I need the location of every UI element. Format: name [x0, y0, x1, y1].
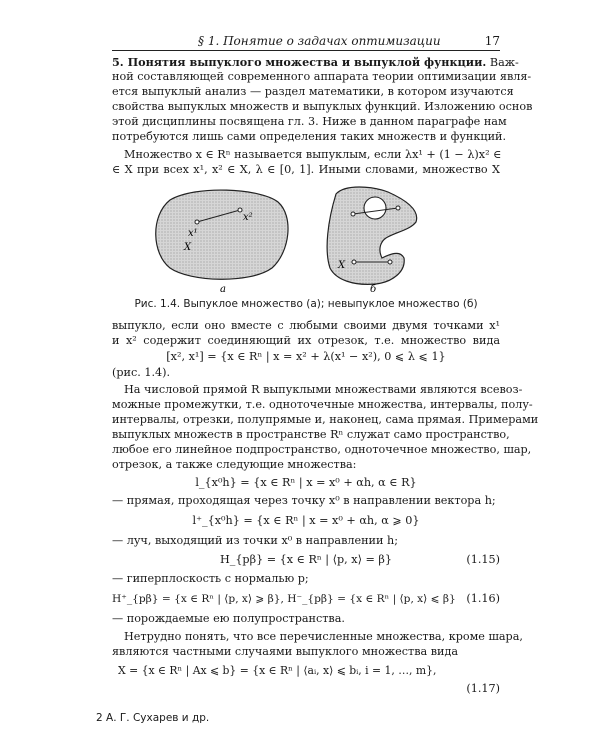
equation-number-1-17: (1.17) — [466, 682, 500, 695]
label-x1: x¹ — [188, 228, 198, 239]
para1-line1-rest: Важ- — [489, 56, 519, 69]
subcaption-a: а — [220, 284, 226, 295]
outside-seg-p2 — [388, 260, 392, 264]
running-header — [112, 34, 500, 51]
equation-polyhedron: X = {x ∈ Rⁿ | Ax ⩽ b} = {x ∈ Rⁿ | ⟨aᵢ, x⟩ ⩽ bᵢ, i = 1, …, m}, — [118, 664, 437, 677]
para4-line2: можные промежутки, т.е. одноточечные множества, интервалы, полу- — [112, 398, 533, 411]
label-X-a: X — [184, 242, 192, 253]
header-title: § 1. Понятие о задачах оптимизации — [198, 34, 441, 48]
equation-number-1-16: (1.16) — [466, 592, 500, 605]
ray-description: — луч, выходящий из точки x⁰ в направлении h; — [112, 534, 398, 547]
para1-line4: свойства выпуклых множеств и выпуклых функций. Изложению основ — [112, 100, 533, 113]
equation-halfspaces: H⁺_{pβ} = {x ∈ Rⁿ | ⟨p, x⟩ ⩾ β}, H⁻_{pβ} = {x ∈ Rⁿ | ⟨p, x⟩ ⩽ β} — [112, 593, 456, 605]
para4-line5: любое его линейное подпространство, одноточечное множество, шар, — [112, 443, 532, 456]
para4-line3: интервалы, отрезки, полупрямые и, наконец, сама прямая. Примерами — [112, 413, 539, 426]
para1-line6: потребуются лишь сами определения таких множеств и функций. — [112, 130, 507, 143]
convex-set-shape — [156, 190, 288, 279]
para3-line3: (рис. 1.4). — [112, 366, 171, 379]
section-heading: 5. Понятия выпуклого множества и выпуклой функции. — [112, 55, 487, 69]
figure-1-4 — [140, 180, 470, 295]
para3-line2: и x² содержит соединяющий их отрезок, т.е. множество вида — [112, 334, 500, 347]
para2-line2: ∈ X при всех x¹, x² ∈ X, λ ∈ [0, 1]. Иными словами, множество X — [112, 163, 500, 176]
para4-line4: выпуклых множеств в пространстве Rⁿ служат само пространство, — [112, 428, 510, 441]
para2-line1: Множество x ∈ Rⁿ называется выпуклым, если λx¹ + (1 − λ)x² ∈ — [124, 148, 502, 161]
line-description: — прямая, проходящая через точку x⁰ в направлении вектора h; — [112, 494, 496, 507]
hole-seg-p1 — [351, 212, 355, 216]
equation-segment: [x², x¹] = {x ∈ Rⁿ | x = x² + λ(x¹ − x²), 0 ⩽ λ ⩽ 1} — [166, 350, 446, 363]
para4-line1: На числовой прямой R выпуклыми множествами являются всевоз- — [124, 383, 523, 396]
point-x1 — [195, 220, 199, 224]
equation-line: l_{x⁰h} = {x ∈ Rⁿ | x = x⁰ + αh, α ∈ R} — [195, 476, 417, 489]
label-x2: x² — [243, 212, 253, 223]
label-X-b: X — [338, 260, 346, 271]
para5-line2: являются частными случаями выпуклого множества вида — [112, 645, 459, 658]
point-x2 — [238, 208, 242, 212]
equation-ray: l⁺_{x⁰h} = {x ∈ Rⁿ | x = x⁰ + αh, α ⩾ 0} — [192, 514, 420, 527]
equation-number-1-15: (1.15) — [466, 553, 500, 566]
subcaption-b: б — [370, 284, 377, 295]
para5-line1: Нетрудно понять, что все перечисленные множества, кроме шара, — [124, 630, 523, 643]
para1-line3: ется выпуклый анализ — раздел математики, в котором изучаются — [112, 85, 514, 98]
halfspaces-description: — порождаемые ею полупространства. — [112, 612, 345, 625]
page-number: 17 — [484, 34, 500, 48]
equation-hyperplane: H_{pβ} = {x ∈ Rⁿ | ⟨p, x⟩ = β} — [219, 553, 393, 566]
hyperplane-description: — гиперплоскость с нормалью p; — [112, 572, 309, 585]
outside-seg-p1 — [352, 260, 356, 264]
hole-in-set — [364, 197, 386, 219]
para1-line5: этой дисциплины посвящена гл. 3. Ниже в данном параграфе нам — [112, 115, 507, 128]
hole-seg-p2 — [396, 206, 400, 210]
para4-line6: отрезок, а также следующие множества: — [112, 458, 357, 471]
para1-line1 — [112, 55, 519, 70]
page-footer: 2 А. Г. Сухарев и др. — [96, 712, 210, 724]
para1-line2: ной составляющей современного аппарата теории оптимизации явля- — [112, 70, 532, 83]
para3-line1: выпукло, если оно вместе с любыми своими двумя точками x¹ — [112, 319, 500, 332]
figure-caption: Рис. 1.4. Выпуклое множество (а); невыпуклое множество (б) — [134, 298, 478, 310]
